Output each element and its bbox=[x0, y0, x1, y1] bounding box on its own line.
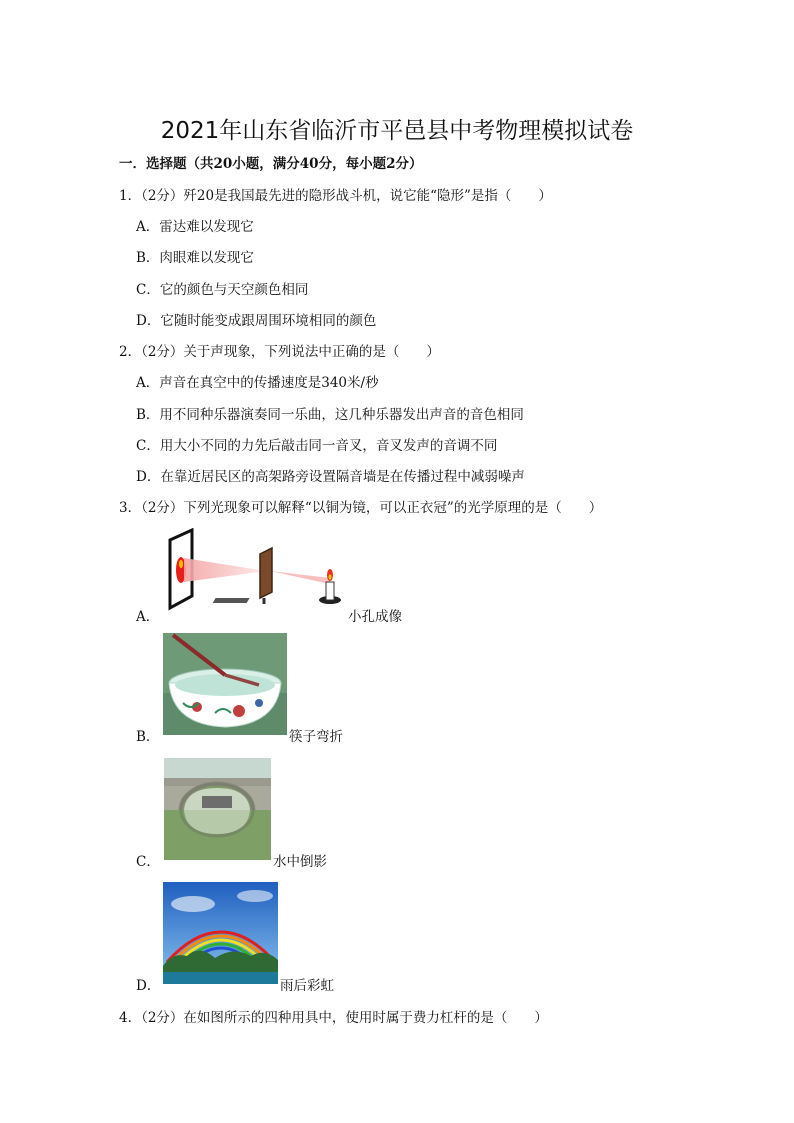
question-1-stem: 1．（2分）歼20是我国最先进的隐形战斗机，说它能“隐形”是指（ ） bbox=[119, 188, 552, 204]
question-3-option-d-letter: D． bbox=[136, 978, 161, 994]
question-2-stem: 2．（2分）关于声现象，下列说法中正确的是（ ） bbox=[119, 344, 440, 360]
question-3-stem: 3．（2分）下列光现象可以解释“以铜为镜，可以正衣冠”的光学原理的是（ ） bbox=[119, 500, 603, 516]
page-title: 2021年山东省临沂市平邑县中考物理模拟试卷 bbox=[160, 118, 634, 144]
question-3-option-c-caption: 水中倒影 bbox=[273, 854, 327, 870]
question-3-option-a-caption: 小孔成像 bbox=[348, 609, 402, 625]
chopsticks-bowl-image bbox=[163, 633, 287, 735]
question-3-option-b-letter: B． bbox=[136, 729, 160, 745]
bridge-reflection-image bbox=[164, 758, 271, 860]
question-3-option-a-letter: A． bbox=[136, 609, 160, 625]
question-2-option-d: D．在靠近居民区的高架路旁设置隔音墙是在传播过程中减弱噪声 bbox=[136, 469, 525, 485]
question-3-option-c-letter: C． bbox=[136, 854, 160, 870]
question-2-option-a: A．声音在真空中的传播速度是340米/秒 bbox=[136, 375, 379, 391]
question-1-option-d: D．它随时能变成跟周围环境相同的颜色 bbox=[136, 313, 377, 329]
question-1-option-b: B．肉眼难以发现它 bbox=[136, 250, 254, 266]
section-heading: 一．选择题（共20小题，满分40分，每小题2分） bbox=[119, 156, 423, 172]
question-2-option-b: B．用不同种乐器演奏同一乐曲，这几种乐器发出声音的音色相同 bbox=[136, 407, 524, 423]
question-1-option-c: C．它的颜色与天空颜色相同 bbox=[136, 282, 309, 298]
question-3-option-b-caption: 筷子弯折 bbox=[289, 729, 343, 745]
question-3-option-d-caption: 雨后彩虹 bbox=[280, 978, 334, 994]
question-1-option-a: A．雷达难以发现它 bbox=[136, 219, 254, 235]
rainbow-image bbox=[163, 882, 278, 984]
pinhole-imaging-figure bbox=[160, 528, 348, 616]
question-4-stem: 4．（2分）在如图所示的四种用具中，使用时属于费力杠杆的是（ ） bbox=[119, 1010, 548, 1026]
question-2-option-c: C．用大小不同的力先后敲击同一音叉，音叉发声的音调不同 bbox=[136, 438, 498, 454]
